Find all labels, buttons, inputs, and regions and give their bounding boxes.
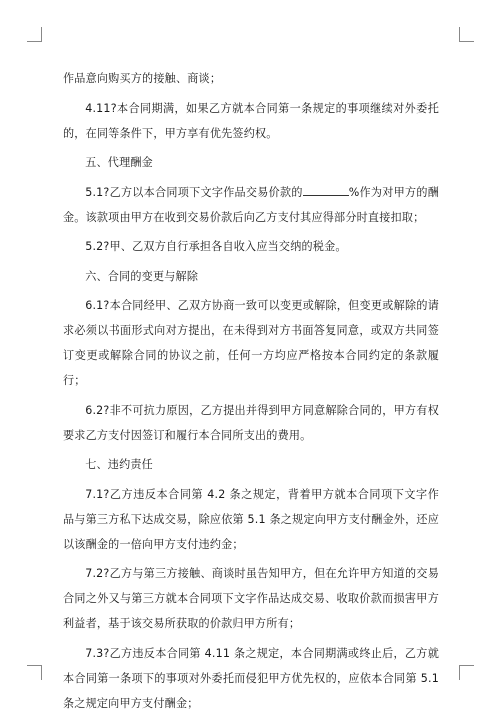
section-heading-5: 五、代理酬金 [85,156,153,169]
clause-5-2: 5.2?甲、乙双方自行承担各自收入应当交纳的税金。 [85,240,347,253]
section-heading-7: 七、违约责任 [85,458,153,471]
clause-4-11: 4.11?本合同期满，如果乙方就本合同第一条规定的事项继续对外委托的，在同等条件下，甲方享有优先签约权。 [63,101,439,140]
crop-mark-bottom-left [27,665,42,680]
clause-7-2: 7.2?乙方与第三方接触、商谈时虽告知甲方，但在允许甲方知道的交易合同之外又与第三方就本合同项下文字作品达成交易、收取价款而损害甲方利益者，基于该交易所获取的价款归甲方所有； [63,567,439,630]
clause-5-1 [63,180,439,230]
fill-in-blank [303,183,349,196]
clause-5-1-text-a: 5.1?乙方以本合同项下文字作品交易价款的 [85,185,303,199]
crop-mark-bottom-right [459,665,474,680]
clause-7-3: 7.3?乙方违反本合同第 4.11 条之规定，本合同期满或终止后，乙方就本合同第一条项下的事项对外委托而侵犯甲方优先权的，应依本合同第 5.1 条之规定向甲方支付酬金； [63,646,439,710]
clause-6-1: 6.1?本合同经甲、乙双方协商一致可以变更或解除，但变更或解除的请求必须以书面形式向对方提出，在未得到对方书面答复同意，或双方共同签订变更或解除合同的协议之前，任何一方均应严格按本合同约定的条款履行； [63,299,439,387]
document-body [63,66,439,720]
crop-mark-top-left [27,27,42,42]
clause-5-1-text-b: %作为对甲方的酬金。该款项由甲方在收到交易价款后向乙方支付其应得部分时直接扣取； [63,185,439,224]
clause-7-1: 7.1?乙方违反本合同第 4.2 条之规定，背着甲方就本合同项下文字作品与第三方私下达成交易，除应依第 5.1 条之规定向甲方支付酬金外，还应以该酬金的一倍向甲方支付违约金； [63,487,439,551]
crop-mark-top-right [459,27,474,42]
clause-6-2: 6.2?非不可抗力原因，乙方提出并得到甲方同意解除合同的，甲方有权要求乙方支付因签订和履行本合同所支出的费用。 [63,403,439,442]
section-heading-6: 六、合同的变更与解除 [85,269,199,283]
paragraph-continuation: 作品意向购买方的接触、商谈； [63,72,222,85]
